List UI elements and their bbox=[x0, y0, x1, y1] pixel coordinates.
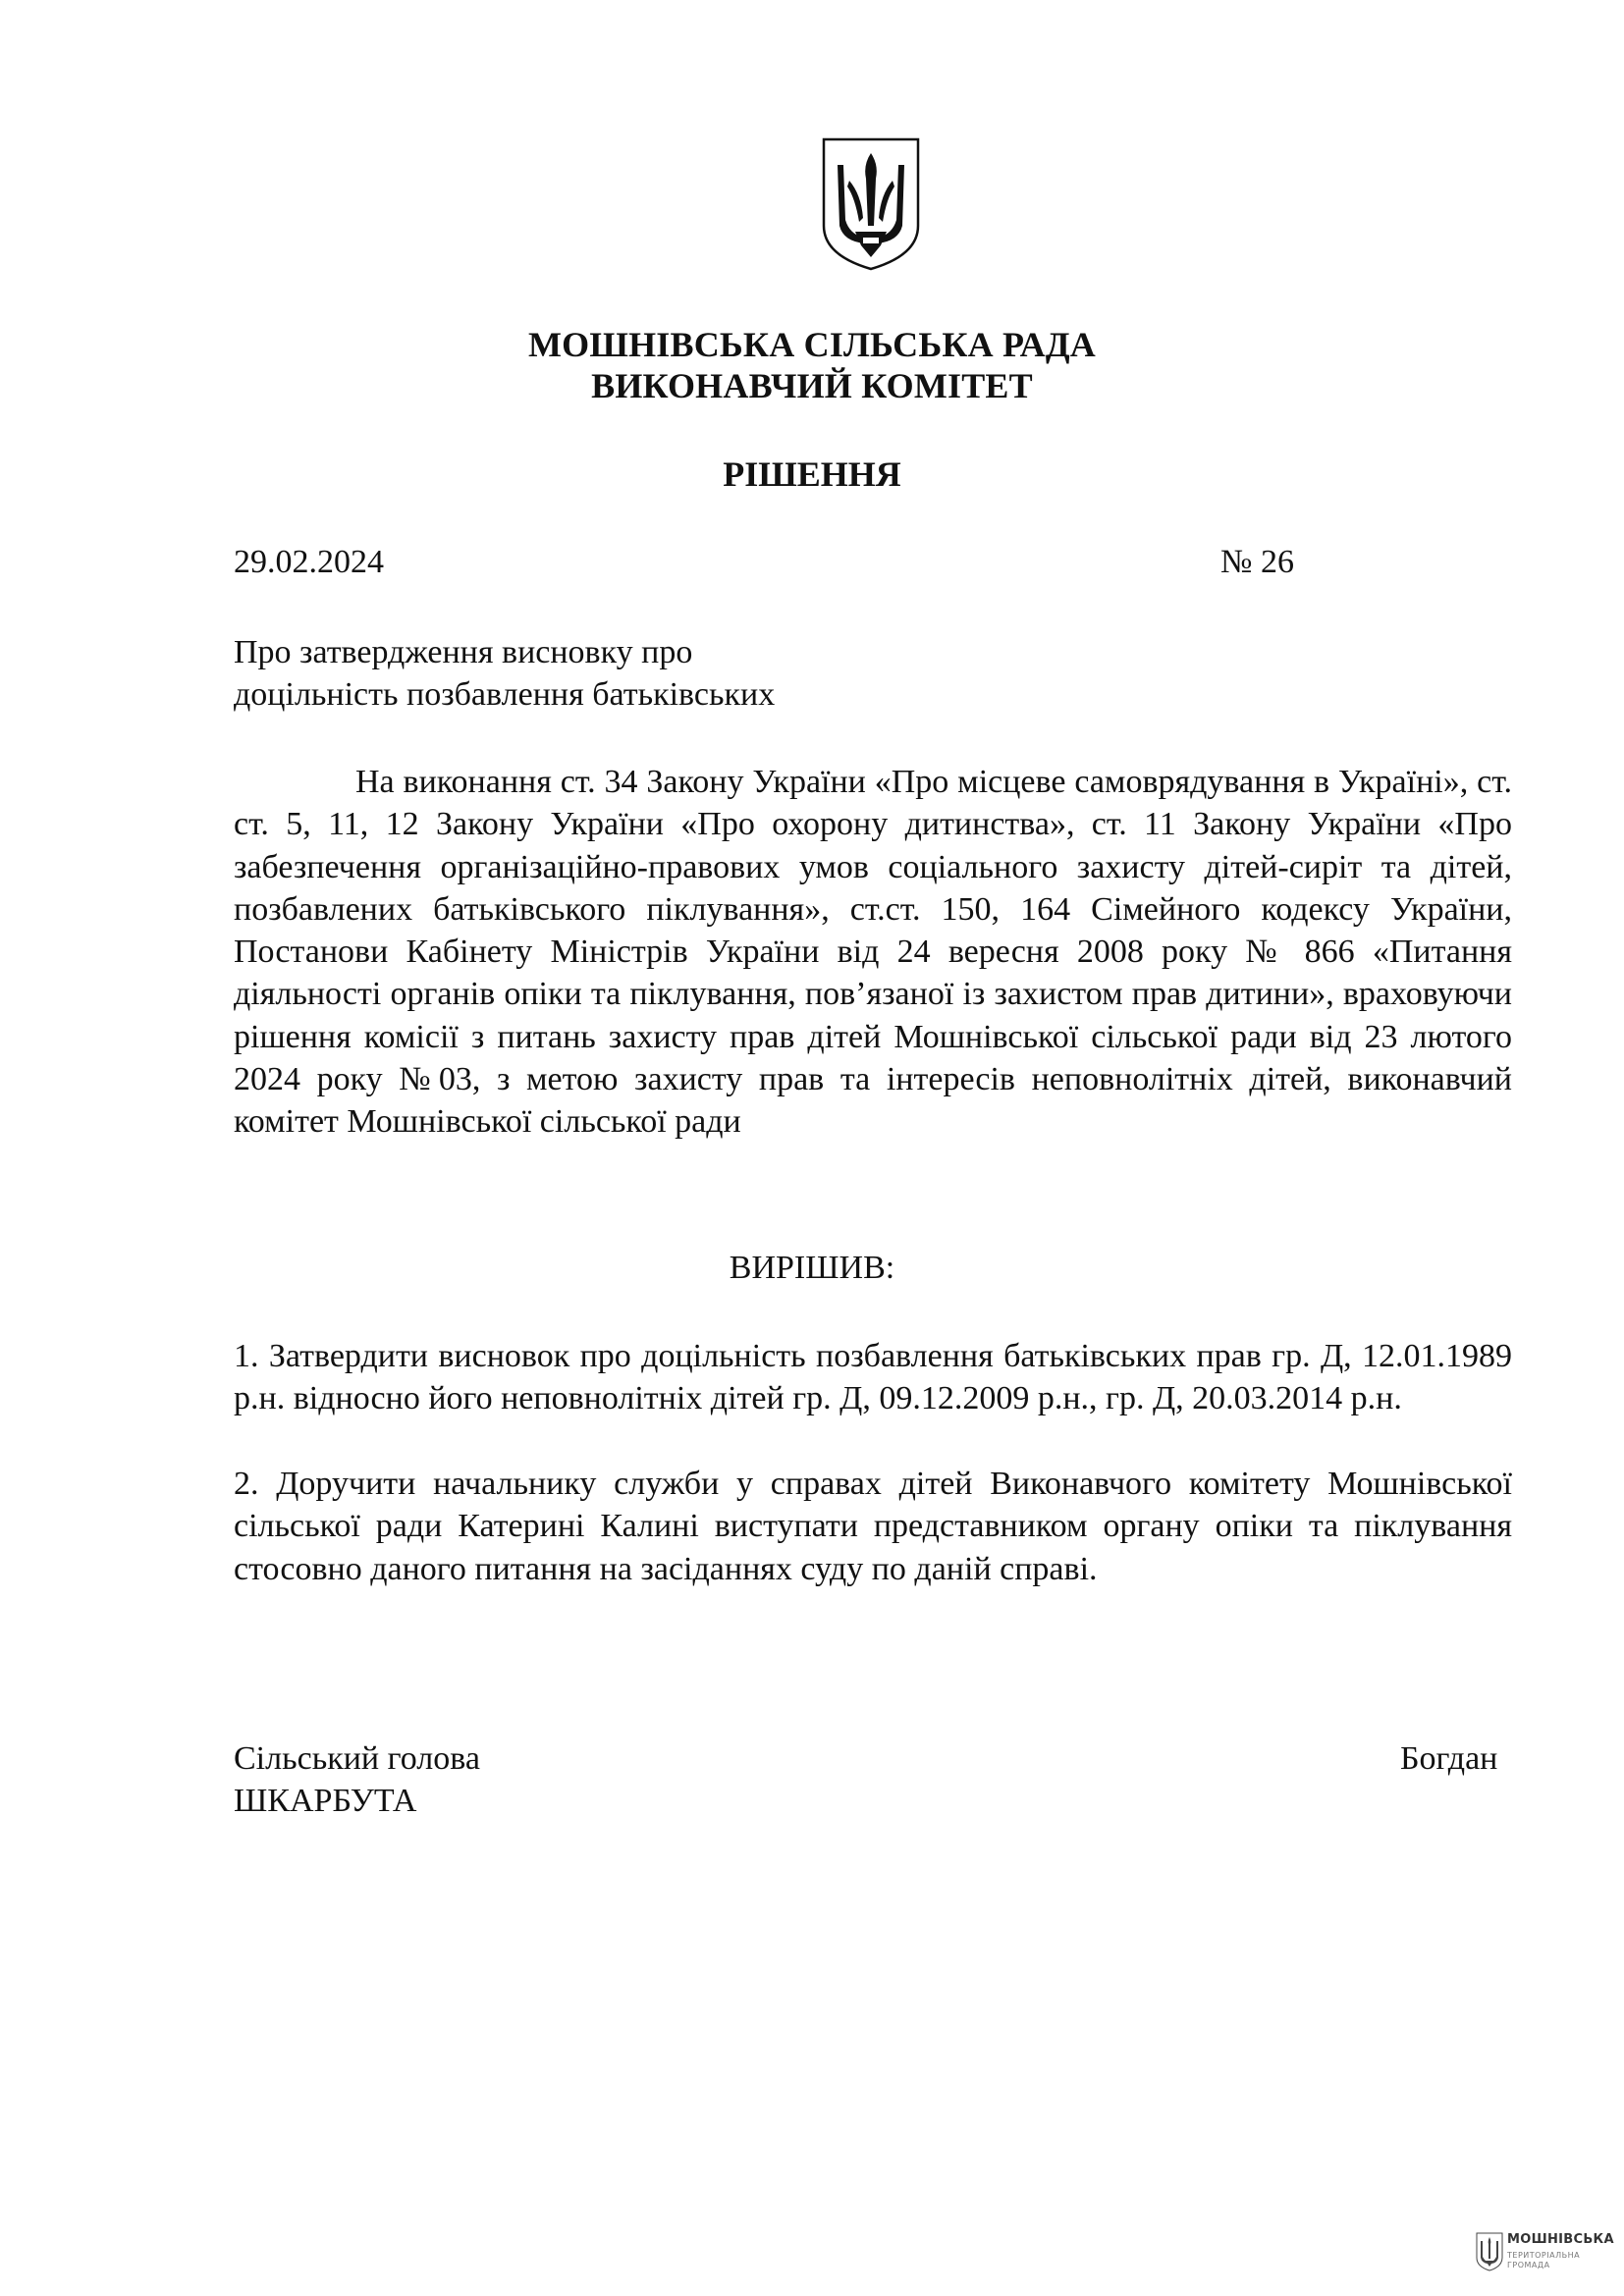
watermark-title: МОШНІВСЬКА bbox=[1507, 2232, 1614, 2247]
decision-item: 1. Затвердити висновок про доцільність позбавлення батьківських прав гр. Д, 12.01.1989 р.н. відносно його неповнолітніх дітей гр. Д, 09.12.2009 р.н., гр. Д, 20.03.2014 р.н. bbox=[234, 1338, 1512, 1417]
decision-number: № 26 bbox=[1220, 544, 1294, 580]
resolved-heading: ВИРІШИВ: bbox=[729, 1250, 895, 1286]
signature-block bbox=[234, 1737, 480, 1822]
committee-name: ВИКОНАВЧИЙ КОМІТЕТ bbox=[591, 366, 1033, 405]
watermark-subtitle: ТЕРИТОРІАЛЬНА bbox=[1507, 2251, 1581, 2260]
subject-line: Про затвердження висновку про bbox=[234, 634, 693, 670]
trident-coat-of-arms-icon bbox=[820, 135, 922, 273]
signatory-surname: ШКАРБУТА bbox=[234, 1783, 417, 1819]
signatory-position: Сільський голова bbox=[234, 1740, 480, 1777]
signatory-first-name: Богдан bbox=[1400, 1740, 1498, 1777]
community-watermark bbox=[1476, 2230, 1613, 2275]
decision-title: РІШЕННЯ bbox=[723, 454, 901, 494]
decision-item: 2. Доручити начальнику служби у справах дітей Виконавчого комітету Мошнівської сільської ради Катерині Калині виступати представником органу опіки та піклування стосовно даного питання на засіданнях суду по даній справі. bbox=[234, 1466, 1512, 1587]
subject-line: доцільність позбавлення батьківських bbox=[234, 676, 776, 713]
preamble-paragraph: На виконання ст. 34 Закону України «Про місцеве самоврядування в Україні», ст. ст. 5, 11, 12 Закону України «Про охорону дитинства», ст. 11 Закону України «Про забезпечення організаційно-правових умов соціального захисту дітей-сиріт та дітей, позбавлених батьківського піклування», ст.ст. 150, 164 Сімейного кодексу України, Постанови Кабінету Міністрів України від 24 вересня 2008 року № 866 «Питання діяльності органів опіки та піклування, пов’язаної із захистом прав дитини», враховуючи рішення комісії з питань захисту прав дітей Мошнівської сільської ради від 23 лютого 2024 року №03, з метою захисту прав та інтересів неповнолітніх дітей, виконавчий комітет Мошнівської сільської ради bbox=[234, 764, 1512, 1141]
council-name: МОШНІВСЬКА СІЛЬСЬКА РАДА bbox=[527, 325, 1097, 364]
watermark-subtitle: ГРОМАДА bbox=[1507, 2261, 1550, 2269]
decision-subject bbox=[234, 631, 775, 716]
decision-date: 29.02.2024 bbox=[234, 544, 384, 580]
trident-coat-of-arms-icon bbox=[1476, 2232, 1503, 2271]
